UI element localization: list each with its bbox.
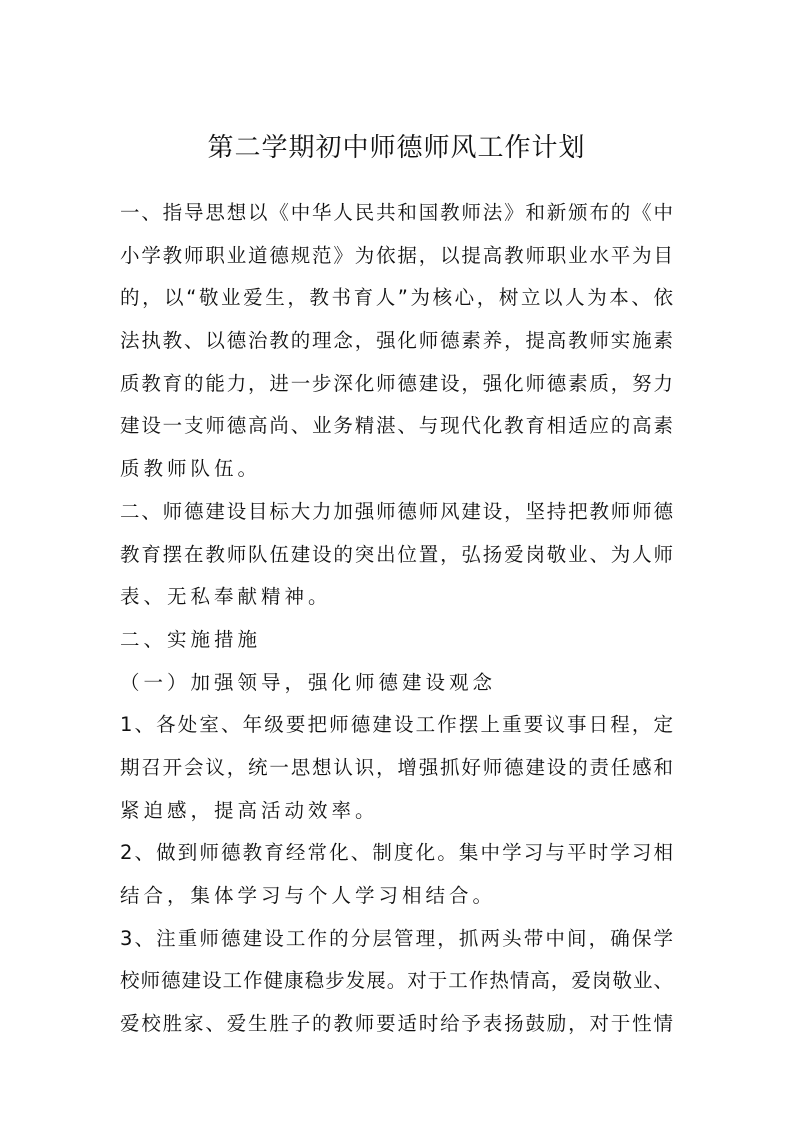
paragraph-line: 建设一支师德高尚、业务精湛、与现代化教育相适应的高素 bbox=[120, 414, 673, 438]
document-title: 第二学期初中师德师风工作计划 bbox=[207, 133, 586, 163]
paragraph-line: 教育摆在教师队伍建设的突出位置，弘扬爱岗敬业、为人师 bbox=[120, 542, 673, 566]
document-body bbox=[120, 196, 680, 1050]
paragraph-line: 的，以“敬业爱生，教书育人”为核心，树立以人为本、依 bbox=[120, 286, 673, 310]
paragraph-line: 法执教、以德治教的理念，强化师德素养，提高教师实施素 bbox=[120, 329, 673, 353]
paragraph-line: 质教师队伍。 bbox=[120, 457, 262, 481]
paragraph-line: 3、注重师德建设工作的分层管理，抓两头带中间，确保学 bbox=[120, 926, 673, 950]
paragraph-line: 小学教师职业道德规范》为依据，以提高教师职业水平为目 bbox=[120, 243, 673, 267]
paragraph-line: 校师德建设工作健康稳步发展。对于工作热情高，爱岗敬业、 bbox=[120, 969, 673, 993]
paragraph-line: 表、无私奉献精神。 bbox=[120, 585, 332, 609]
paragraph-line: 2、做到师德教育经常化、制度化。集中学习与平时学习相 bbox=[120, 841, 673, 865]
paragraph-line: 质教育的能力，进一步深化师德建设，强化师德素质，努力 bbox=[120, 371, 673, 395]
paragraph-line: 爱校胜家、爱生胜子的教师要适时给予表扬鼓励，对于性情 bbox=[120, 1012, 673, 1036]
paragraph-line: 结合，集体学习与个人学习相结合。 bbox=[120, 884, 497, 907]
section-heading: 二、实施措施 bbox=[120, 627, 262, 651]
subsection-heading: （一）加强领导，强化师德建设观念 bbox=[120, 670, 497, 694]
paragraph-line: 期召开会议，统一思想认识，增强抓好师德建设的责任感和 bbox=[120, 755, 673, 779]
paragraph-line: 一、指导思想以《中华人民共和国教师法》和新颁布的《中 bbox=[120, 201, 673, 224]
paragraph-line: 1、各处室、年级要把师德建设工作摆上重要议事日程，定 bbox=[120, 713, 673, 737]
paragraph-line: 紧迫感，提高活动效率。 bbox=[120, 798, 379, 822]
paragraph-line: 二、师德建设目标大力加强师德师风建设，坚持把教师师德 bbox=[120, 499, 673, 523]
